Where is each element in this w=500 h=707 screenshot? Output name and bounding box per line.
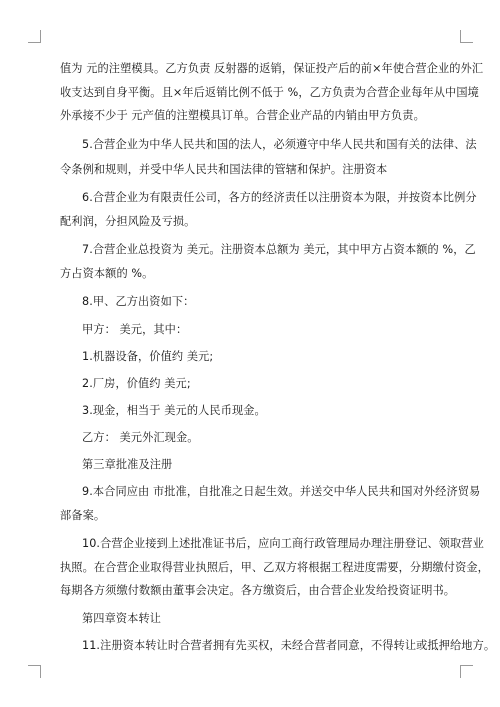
text-line: 部备案。 xyxy=(60,509,106,522)
text-line: 配利润，分担风险及亏损。 xyxy=(60,215,196,228)
text-line: 甲方： 美元，其中： xyxy=(82,323,188,336)
text-line: 5.合营企业为中华人民共和国的法人，必须遵守中华人民共和国有关的法律、法 xyxy=(82,138,477,151)
text-line: 8.甲、乙方出资如下： xyxy=(82,295,195,308)
text-line: 值为 元的注塑模具。乙方负责 反射器的返销，保证投产后的前×年使合营企业的外汇 xyxy=(60,62,484,75)
text-line: 7.合营企业总投资为 美元。注册资本总额为 美元，其中甲方占资本额的 %，乙 xyxy=(82,243,476,256)
text-line: 每期各方须缴付数额由董事会决定。各方缴资后，由合营企业发给投资证明书。 xyxy=(60,584,456,597)
text-line: 11.注册资本转让时合营者拥有先买权，未经合营者同意，不得转让或抵押给地方。 xyxy=(82,639,496,652)
crop-mark-top-right xyxy=(460,30,473,43)
text-line: 方占资本额的 %。 xyxy=(60,267,154,280)
chapter-heading: 第四章资本转让 xyxy=(82,612,162,625)
text-line: 1.机器设备，价值约 美元; xyxy=(82,350,214,363)
text-line: 2.厂房，价值约 美元; xyxy=(82,377,191,390)
crop-mark-top-left xyxy=(28,30,41,43)
text-line: 收支达到自身平衡。且×年后返销比例不低于 %，乙方负责为合营企业每年从中国境 xyxy=(60,86,479,99)
text-line: 9.本合同应由 市批准，自批准之日起生效。并送交中华人民共和国对外经济贸易 xyxy=(82,485,481,498)
text-line: 6.合营企业为有限责任公司，各方的经济责任以注册资本为限，并按资本比例分 xyxy=(82,191,477,204)
chapter-heading: 第三章批准及注册 xyxy=(82,458,173,471)
crop-mark-bottom-left xyxy=(28,665,41,678)
crop-mark-bottom-right xyxy=(460,665,473,678)
text-line: 10.合营企业接到上述批准证书后，应向工商行政管理局办理注册登记、领取营业 xyxy=(82,537,484,550)
text-line: 外承接不少于 元产值的注塑模具订单。合营企业产品的内销由甲方负责。 xyxy=(60,109,425,122)
text-line: 执照。在合营企业取得营业执照后，甲、乙双方将根据工程进度需要，分期缴付资金， xyxy=(60,561,489,574)
text-line: 3.现金，相当于 美元的人民币现金。 xyxy=(82,404,266,417)
text-line: 乙方： 美元外汇现金。 xyxy=(82,431,199,444)
text-line: 令条例和规则，并受中华人民共和国法律的管辖和保护。注册资本 xyxy=(60,163,388,176)
